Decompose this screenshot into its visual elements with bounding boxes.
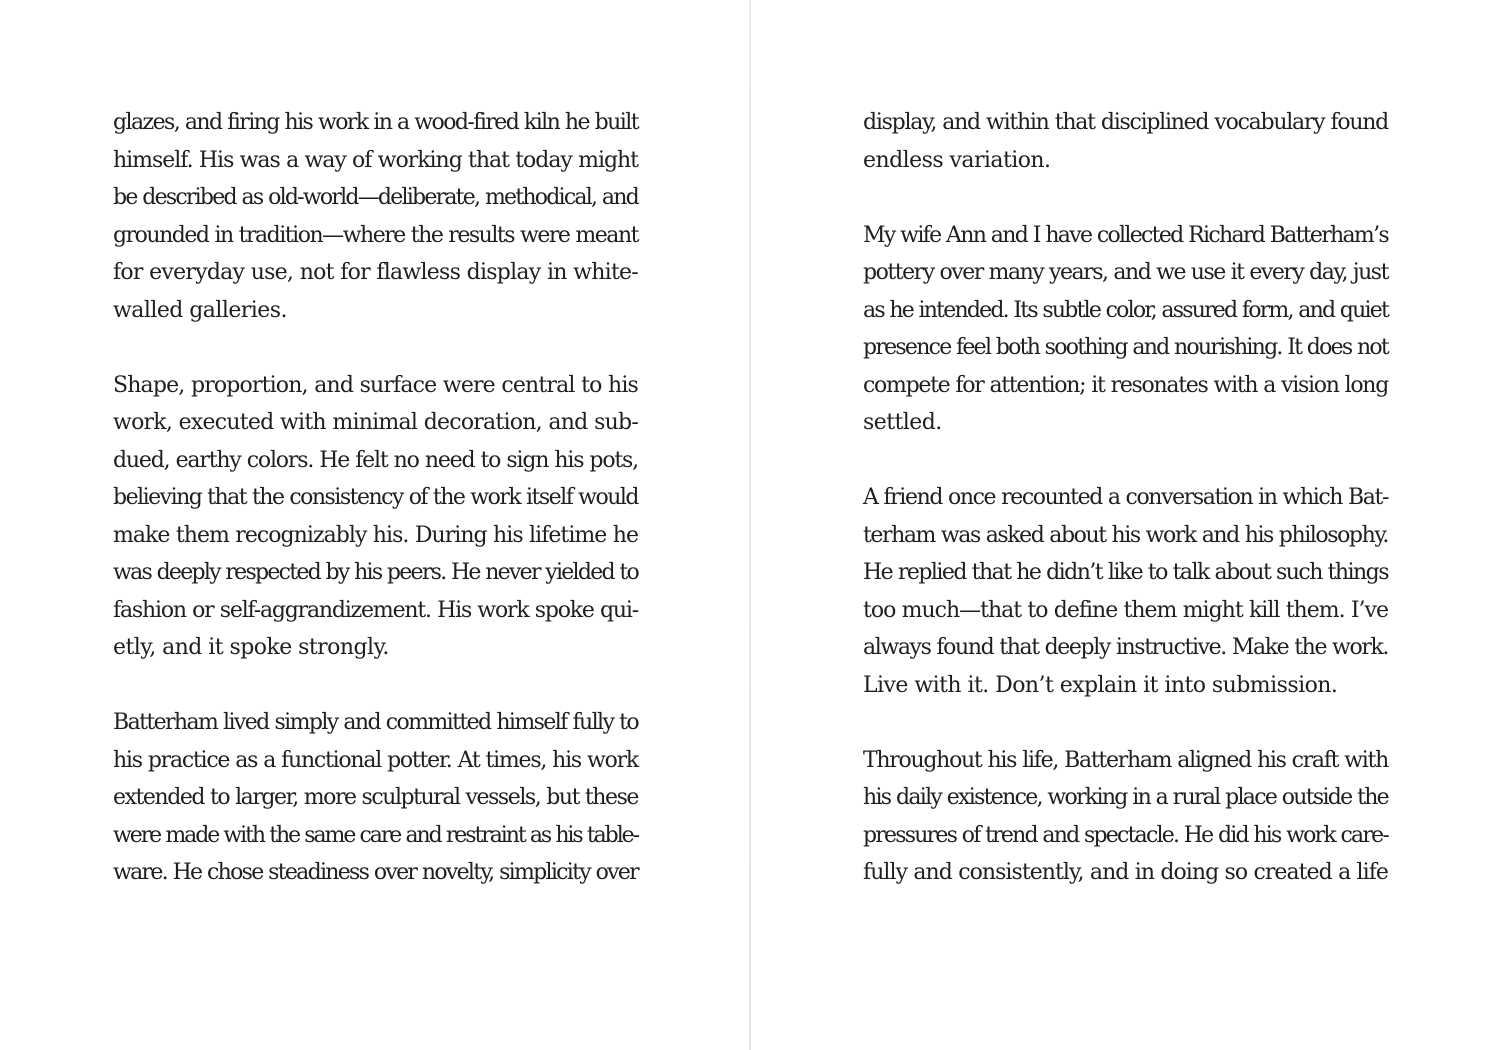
text-line: as he intended. Its subtle color, assured form, and quiet [863, 297, 1388, 323]
page-gutter [749, 0, 751, 1050]
text-line: grounded in tradition—where the results were meant [113, 222, 638, 248]
text-line: his practice as a functional potter. At times, his work [113, 747, 638, 773]
text-line: terham was asked about his work and his philosophy. [863, 522, 1388, 548]
text-line: fashion or self-aggrandizement. His work spoke qui- [113, 597, 638, 623]
paragraph [113, 367, 638, 667]
paragraph [863, 104, 1388, 179]
text-line: himself. His was a way of working that today might [113, 147, 638, 173]
text-line: Throughout his life, Batterham aligned his craft with [863, 747, 1388, 773]
text-line: make them recognizably his. During his lifetime he [113, 522, 638, 548]
text-line: walled galleries. [113, 297, 287, 323]
text-line: settled. [863, 410, 942, 435]
text-line: dued, earthy colors. He felt no need to sign his pots, [113, 447, 638, 473]
text-line: fully and consistently, and in doing so created a life [863, 860, 1388, 885]
text-line: for everyday use, not for flawless display in white- [113, 260, 638, 285]
text-line: display, and within that disciplined vocabulary found [863, 110, 1388, 135]
text-line: Shape, proportion, and surface were central to his [113, 372, 638, 398]
text-line: were made with the same care and restraint as his table- [113, 822, 638, 848]
text-line: pressures of trend and spectacle. He did his work care- [863, 822, 1388, 848]
text-line: A friend once recounted a conversation in which Bat- [863, 485, 1388, 510]
text-line: pottery over many years, and we use it every day, just [863, 260, 1388, 285]
paragraph [863, 742, 1388, 892]
text-line: etly, and it spoke strongly. [113, 635, 389, 660]
text-line: ware. He chose steadiness over novelty, simplicity over [113, 860, 638, 885]
paragraph [113, 704, 638, 892]
paragraph [863, 479, 1388, 704]
left-page [113, 104, 638, 929]
text-line: extended to larger, more sculptural vessels, but these [113, 785, 638, 810]
text-line: work, executed with minimal decoration, and sub- [113, 410, 638, 435]
right-page [863, 104, 1388, 929]
text-line: My wife Ann and I have collected Richard Batterham’s [863, 222, 1388, 248]
text-line: presence feel both soothing and nourishing. It does not [863, 335, 1388, 360]
text-line: was deeply respected by his peers. He never yielded to [113, 560, 638, 585]
text-line: glazes, and firing his work in a wood-fired kiln he built [113, 110, 638, 135]
paragraph [863, 217, 1388, 442]
text-line: too much—that to define them might kill them. I’ve [863, 597, 1388, 623]
text-line: Live with it. Don’t explain it into submission. [863, 672, 1338, 698]
text-line: Batterham lived simply and committed himself fully to [113, 710, 638, 735]
text-line: compete for attention; it resonates with a vision long [863, 372, 1388, 398]
text-line: be described as old-world—deliberate, methodical, and [113, 185, 638, 210]
paragraph [113, 104, 638, 329]
text-line: his daily existence, working in a rural place outside the [863, 785, 1388, 810]
text-line: believing that the consistency of the work itself would [113, 485, 638, 510]
text-line: He replied that he didn’t like to talk about such things [863, 560, 1388, 585]
text-line: endless variation. [863, 147, 1051, 173]
text-line: always found that deeply instructive. Make the work. [863, 635, 1388, 660]
